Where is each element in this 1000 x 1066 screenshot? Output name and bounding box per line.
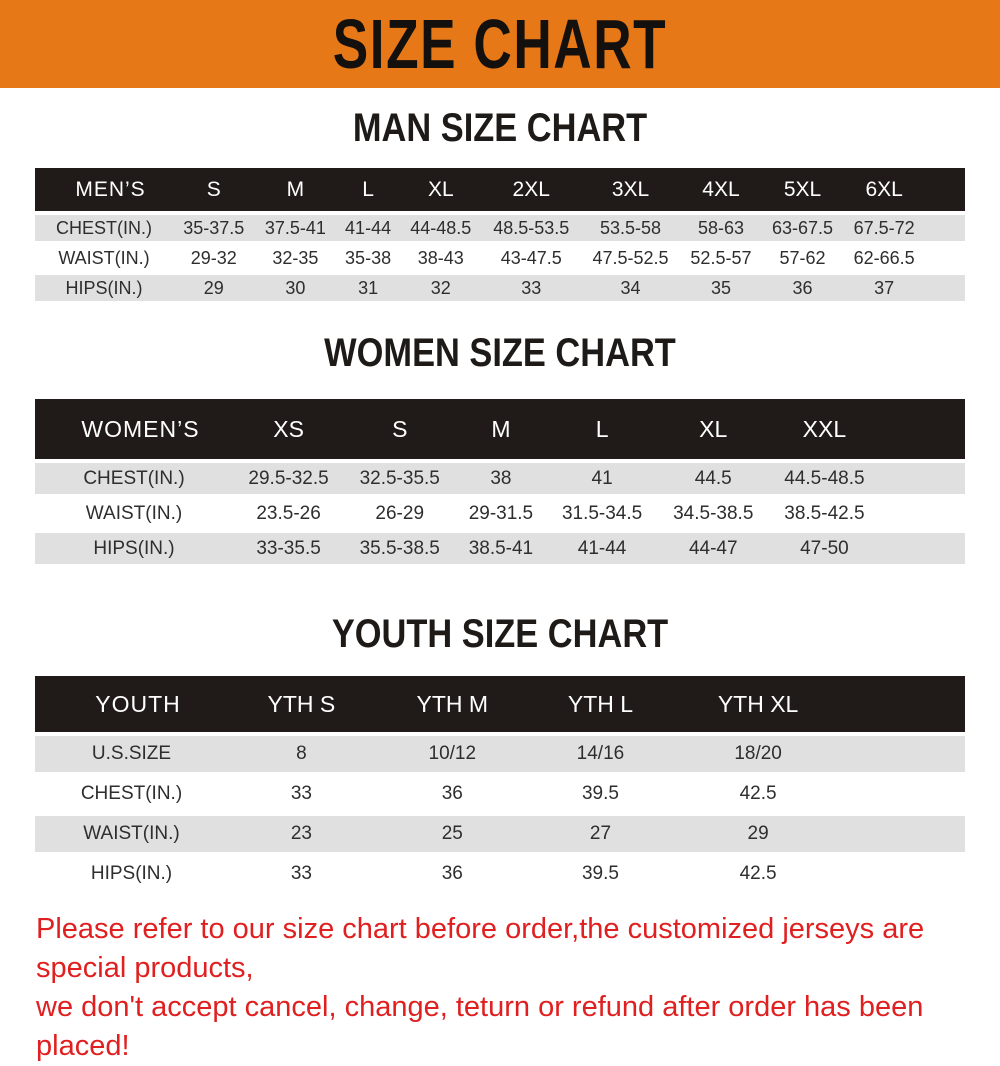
value-cell: 14/16 [530,736,671,772]
table-header-row [35,676,965,732]
value-cell: 52.5-57 [680,245,762,271]
table-row [35,776,965,812]
value-cell: 41-44 [547,533,658,564]
value-cell: 23 [228,816,375,852]
size-column-header: M [255,168,337,211]
section-men [0,106,1000,305]
row-label: CHEST(IN.) [35,463,233,494]
header-spacer-cell [845,676,965,732]
women-size-table [35,395,965,568]
value-cell: 37 [843,275,925,301]
value-cell: 43-47.5 [482,245,581,271]
table-corner-label: MEN’S [35,168,173,211]
value-cell: 38.5-42.5 [769,498,880,529]
row-spacer-cell [925,245,965,271]
size-column-header: YTH M [375,676,530,732]
value-cell: 62-66.5 [843,245,925,271]
row-spacer-cell [880,498,965,529]
size-chart-content [0,106,1000,896]
row-label: CHEST(IN.) [35,215,173,241]
table-row [35,215,965,241]
women-section-heading: WOMEN SIZE CHART [324,331,676,375]
value-cell: 29-31.5 [455,498,546,529]
value-cell: 35 [680,275,762,301]
size-column-header: 6XL [843,168,925,211]
youth-section-heading: YOUTH SIZE CHART [331,612,669,656]
table-row [35,275,965,301]
disclaimer [36,910,980,1066]
size-column-header: L [336,168,400,211]
row-label: WAIST(IN.) [35,816,228,852]
value-cell: 47-50 [769,533,880,564]
table-row [35,463,965,494]
table-corner-label: YOUTH [35,676,228,732]
value-cell: 44.5-48.5 [769,463,880,494]
size-column-header: YTH XL [671,676,845,732]
size-column-header: 4XL [680,168,762,211]
value-cell: 47.5-52.5 [581,245,680,271]
size-column-header: XS [233,399,344,459]
value-cell: 42.5 [671,856,845,892]
row-spacer-cell [845,776,965,812]
section-women [0,331,1000,568]
value-cell: 42.5 [671,776,845,812]
value-cell: 32 [400,275,482,301]
table-row [35,498,965,529]
value-cell: 31 [336,275,400,301]
size-column-header: XXL [769,399,880,459]
men-section-heading: MAN SIZE CHART [352,106,648,150]
value-cell: 53.5-58 [581,215,680,241]
value-cell: 32-35 [255,245,337,271]
men-size-table [35,164,965,305]
size-column-header: YTH L [530,676,671,732]
value-cell: 41 [547,463,658,494]
value-cell: 29 [671,816,845,852]
value-cell: 33 [228,856,375,892]
value-cell: 10/12 [375,736,530,772]
value-cell: 58-63 [680,215,762,241]
size-column-header: M [455,399,546,459]
value-cell: 36 [762,275,844,301]
header-spacer-cell [925,168,965,211]
table-header-row [35,399,965,459]
value-cell: 63-67.5 [762,215,844,241]
size-column-header: 3XL [581,168,680,211]
value-cell: 29 [173,275,255,301]
table-row [35,816,965,852]
value-cell: 36 [375,856,530,892]
value-cell: 25 [375,816,530,852]
row-spacer-cell [880,463,965,494]
row-label: WAIST(IN.) [35,245,173,271]
table-row [35,533,965,564]
value-cell: 67.5-72 [843,215,925,241]
value-cell: 57-62 [762,245,844,271]
row-spacer-cell [845,736,965,772]
value-cell: 38.5-41 [455,533,546,564]
value-cell: 32.5-35.5 [344,463,455,494]
page-title: SIZE CHART [332,5,668,83]
table-row [35,736,965,772]
table-row [35,245,965,271]
value-cell: 35.5-38.5 [344,533,455,564]
value-cell: 33 [482,275,581,301]
size-column-header: XL [658,399,769,459]
row-label: HIPS(IN.) [35,275,173,301]
row-label: U.S.SIZE [35,736,228,772]
row-label: CHEST(IN.) [35,776,228,812]
size-column-header: 2XL [482,168,581,211]
row-label: HIPS(IN.) [35,856,228,892]
value-cell: 36 [375,776,530,812]
header-spacer-cell [880,399,965,459]
value-cell: 29-32 [173,245,255,271]
value-cell: 26-29 [344,498,455,529]
size-column-header: S [173,168,255,211]
youth-size-table [35,672,965,896]
value-cell: 39.5 [530,776,671,812]
section-youth [0,612,1000,896]
size-column-header: S [344,399,455,459]
value-cell: 31.5-34.5 [547,498,658,529]
table-row [35,856,965,892]
value-cell: 39.5 [530,856,671,892]
disclaimer-line-1: Please refer to our size chart before order,the customized jerseys are special products, [36,913,925,984]
row-label: HIPS(IN.) [35,533,233,564]
value-cell: 44-47 [658,533,769,564]
banner [0,0,1000,88]
value-cell: 34.5-38.5 [658,498,769,529]
row-spacer-cell [845,816,965,852]
size-column-header: L [547,399,658,459]
value-cell: 35-38 [336,245,400,271]
value-cell: 44.5 [658,463,769,494]
table-header-row [35,168,965,211]
value-cell: 34 [581,275,680,301]
value-cell: 33-35.5 [233,533,344,564]
value-cell: 38-43 [400,245,482,271]
value-cell: 33 [228,776,375,812]
value-cell: 41-44 [336,215,400,241]
row-spacer-cell [925,215,965,241]
row-label: WAIST(IN.) [35,498,233,529]
value-cell: 18/20 [671,736,845,772]
value-cell: 29.5-32.5 [233,463,344,494]
value-cell: 48.5-53.5 [482,215,581,241]
value-cell: 37.5-41 [255,215,337,241]
value-cell: 30 [255,275,337,301]
size-column-header: 5XL [762,168,844,211]
row-spacer-cell [845,856,965,892]
value-cell: 27 [530,816,671,852]
disclaimer-line-2: we don't accept cancel, change, teturn or refund after order has been placed! [36,991,924,1062]
value-cell: 8 [228,736,375,772]
row-spacer-cell [880,533,965,564]
row-spacer-cell [925,275,965,301]
value-cell: 23.5-26 [233,498,344,529]
value-cell: 44-48.5 [400,215,482,241]
value-cell: 35-37.5 [173,215,255,241]
table-corner-label: WOMEN’S [35,399,233,459]
value-cell: 38 [455,463,546,494]
size-column-header: XL [400,168,482,211]
size-column-header: YTH S [228,676,375,732]
